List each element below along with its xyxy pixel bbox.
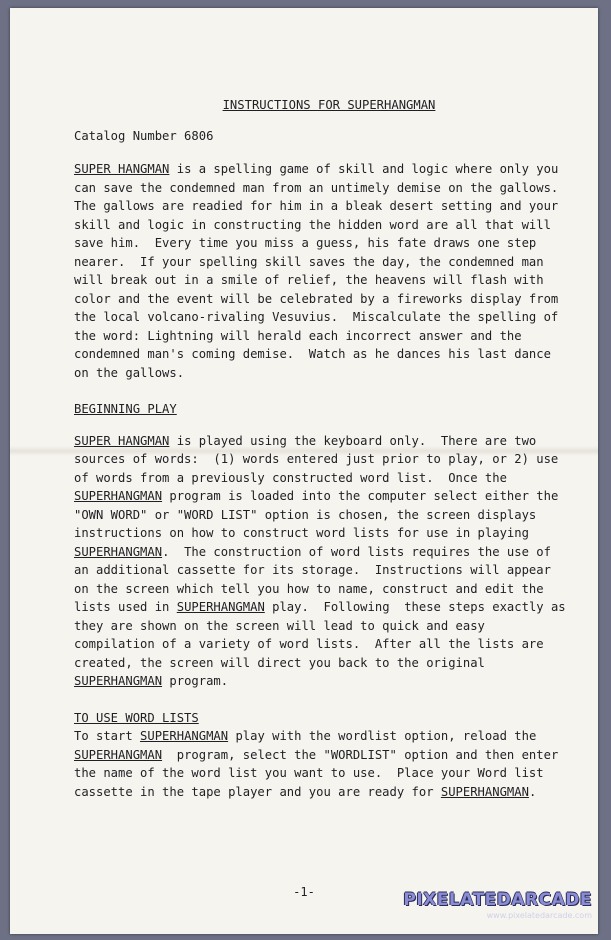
text-segment: is a spelling game of skill and logic where only you [169, 162, 559, 176]
text-segment: nearer. If your spelling skill saves the day, the condemned man [74, 254, 544, 269]
text-segment: is played using the keyboard only. There are two [169, 433, 537, 448]
text-segment: instructions on how to construct word lists for use in playing [74, 526, 529, 540]
document-body [74, 96, 584, 801]
text-segment: sources of words: (1) words entered just prior to play, or 2) use [74, 452, 559, 466]
text-segment: play. Following these steps exactly as [264, 600, 566, 614]
text-line [74, 234, 584, 253]
text-line [74, 290, 584, 309]
text-line [74, 764, 584, 783]
text-line [74, 746, 584, 765]
text-segment: To start [74, 729, 141, 743]
text-segment: an additional cassette for its storage. Instructions will appear [74, 563, 551, 577]
text-segment: "OWN WORD" or "WORD LIST" option is chosen, the screen displays [74, 507, 537, 522]
text-segment: they are shown on the screen will lead to quick and easy [74, 618, 485, 633]
text-segment: condemned man's coming demise. Watch as he dances his last dance [74, 347, 551, 361]
document-title: INSTRUCTIONS FOR SUPERHANGMAN [222, 98, 436, 112]
text-line [74, 197, 584, 216]
text-segment: The gallows are readied for him in a bleak desert setting and your [74, 199, 559, 213]
heading-beginning-play: BEGINNING PLAY [74, 402, 177, 416]
underlined-term: SUPERHANGMAN [74, 674, 163, 688]
page-number: -1- [293, 885, 315, 899]
underlined-term: SUPERHANGMAN [440, 784, 529, 799]
text-segment: the local volcano-rivaling Vesuvius. Miscalculate the spelling of [74, 310, 559, 324]
underlined-term: SUPERHANGMAN [176, 600, 265, 614]
text-segment: created, the screen will direct you back to the original [74, 655, 485, 670]
text-segment: color and the event will be celebrated by a fireworks display from [74, 291, 559, 306]
text-line [74, 450, 584, 469]
text-line [74, 179, 584, 198]
text-line [74, 160, 584, 179]
text-segment: save him. Every time you miss a guess, his fate draws one step [74, 236, 537, 250]
text-line [74, 598, 584, 617]
text-segment: cassette in the tape player and you are ready for [74, 784, 441, 799]
text-segment: on the screen which tell you how to name, construct and edit the [74, 581, 544, 596]
watermark-logo [392, 890, 592, 920]
text-segment: play with the wordlist option, reload the [228, 729, 537, 743]
text-line [74, 654, 584, 673]
text-line [74, 580, 584, 599]
heading-word-lists: TO USE WORD LISTS [74, 710, 199, 725]
underlined-term: SUPERHANGMAN [74, 747, 163, 762]
text-segment: the word: Lightning will herald each incorrect answer and the [74, 328, 522, 343]
text-line [74, 524, 584, 543]
text-line [74, 635, 584, 654]
text-segment: program. [162, 674, 229, 688]
watermark-url: www.pixelatedarcade.com [486, 911, 592, 920]
underlined-term: SUPER HANGMAN [74, 162, 170, 176]
text-line [74, 469, 584, 488]
text-line [74, 345, 584, 364]
text-line [74, 308, 584, 327]
underlined-term: SUPERHANGMAN [74, 544, 163, 559]
text-segment: . The construction of word lists requires the use of [162, 544, 551, 559]
text-line [74, 727, 584, 746]
text-segment: . [528, 784, 537, 799]
text-line [74, 617, 584, 636]
underlined-term: SUPERHANGMAN [140, 729, 229, 743]
text-line [74, 364, 584, 383]
text-line [74, 506, 584, 525]
intro-paragraph [74, 160, 584, 382]
document-page [10, 8, 598, 934]
text-line [74, 783, 584, 802]
text-line [74, 253, 584, 272]
text-segment: lists used in [74, 600, 177, 614]
text-line [74, 672, 584, 691]
beginning-play-paragraph [74, 432, 584, 691]
text-segment: on the gallows. [74, 365, 185, 380]
text-segment: can save the condemned man from an untimely demise on the gallows. [74, 180, 559, 195]
text-line [74, 561, 584, 580]
text-segment: compilation of a variety of word lists. After all the lists are [74, 637, 544, 651]
catalog-number: Catalog Number 6806 [74, 128, 214, 143]
text-segment: of words from a previously constructed word list. Once the [74, 470, 507, 485]
text-segment: the name of the word list you want to use. Place your Word list [74, 766, 544, 780]
text-line [74, 271, 584, 290]
text-segment: skill and logic in constructing the hidden word are all that will [74, 217, 551, 232]
watermark-logo-text: PIXELATEDARCADE [403, 890, 592, 910]
word-lists-paragraph [74, 727, 584, 801]
text-segment: will break out in a smile of relief, the heavens will flash with [74, 273, 544, 287]
text-segment: program is loaded into the computer select either the [162, 489, 559, 503]
underlined-term: SUPER HANGMAN [74, 433, 170, 448]
text-line [74, 216, 584, 235]
text-line [74, 543, 584, 562]
underlined-term: SUPERHANGMAN [74, 489, 163, 503]
text-line [74, 327, 584, 346]
text-segment: program, select the "WORDLIST" option and then enter [162, 747, 559, 762]
text-line [74, 487, 584, 506]
text-line [74, 432, 584, 451]
